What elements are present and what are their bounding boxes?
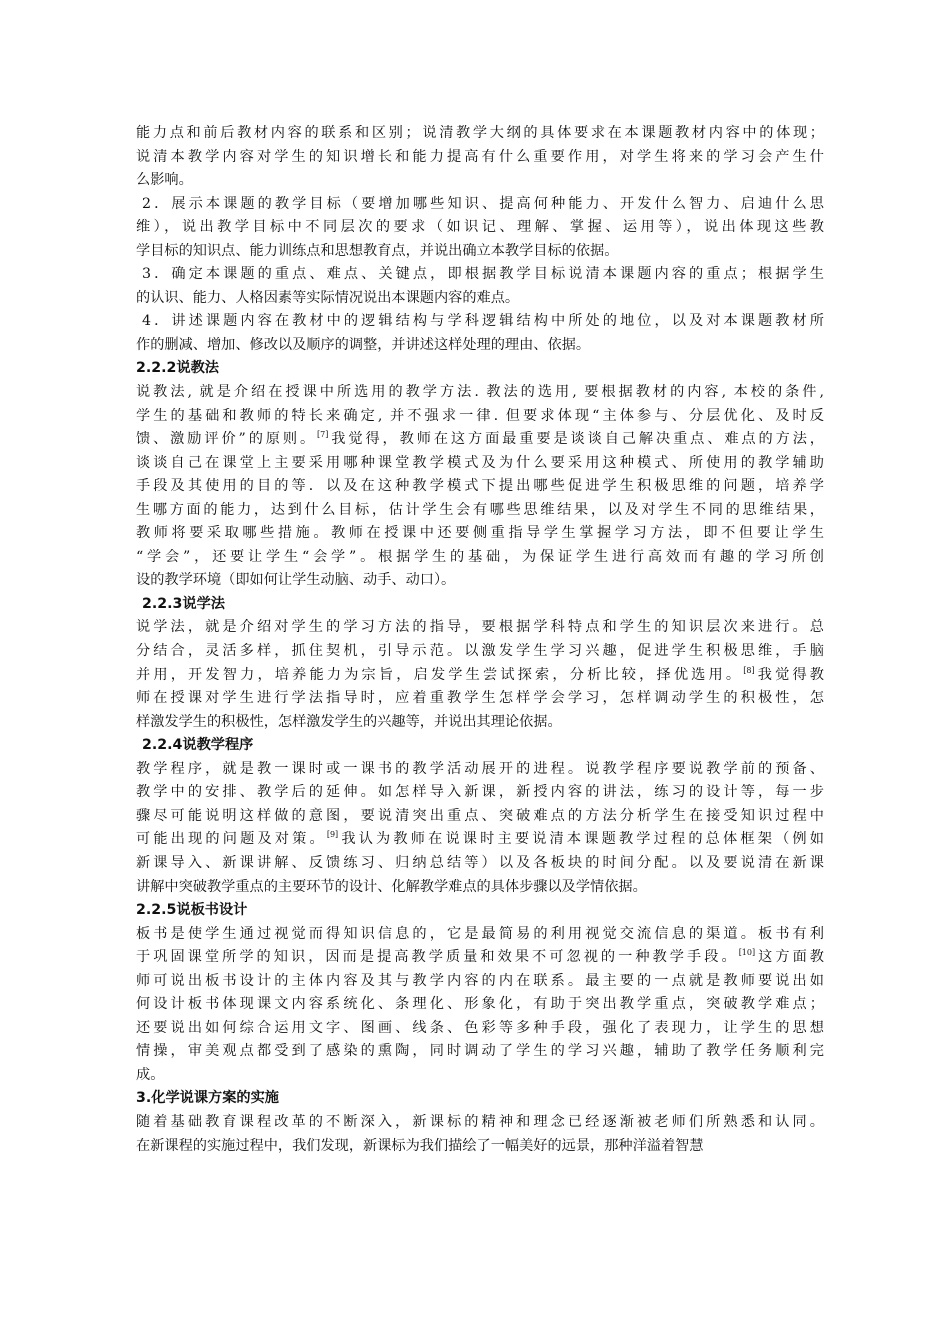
text-segment: 手段及其使用的目的等．以及在这种教学模式下提出哪些促进学生积极思维的问题，培养学 <box>136 478 824 495</box>
text-segment: 讲解中突破教学重点的主要环节的设计、化解教学难点的具体步骤以及学情依据。 <box>136 878 647 895</box>
text-segment: 生哪方面的能力，达到什么目标，估计学生会有哪些思维结果，以及对学生不同的思维结果， <box>136 501 824 518</box>
text-segment: 分结合，灵活多样，抓住契机，引导示范。以激发学生学习兴趣，促进学生积极思维，手脑 <box>136 643 824 660</box>
text-segment: 新课导入、新课讲解、反馈练习、归纳总结等）以及各板块的时间分配。以及要说清在新课 <box>136 854 824 871</box>
text-line <box>136 569 824 593</box>
text-segment: 在新课程的实施过程中，我们发现，新课标为我们描绘了一幅美好的远景，那种洋溢着智慧 <box>136 1137 704 1154</box>
text-line <box>136 475 824 499</box>
text-segment: 成。 <box>136 1066 165 1083</box>
text-line <box>136 946 824 970</box>
text-line <box>136 711 824 735</box>
text-line <box>136 499 824 523</box>
text-line: 说清本教学内容对学生的知识增长和能力提高有什么重要作用，对学生将来的学习会产生什 <box>136 148 824 165</box>
text-line <box>136 1040 824 1064</box>
text-line: 3．确定本课题的重点、难点、关键点，即根据教学目标说清本课题内容的重点；根据学生 <box>142 266 824 283</box>
text-line: 么影响。 <box>136 172 193 189</box>
paragraph <box>136 758 824 899</box>
text-line <box>136 758 824 782</box>
text-segment: 谈谈自己在课堂上主要采用哪种课堂教学模式及为什么要采用这种模式、所使用的教学辅助 <box>136 454 824 471</box>
text-line <box>136 616 824 640</box>
text-line <box>136 876 824 900</box>
paragraph <box>136 263 824 310</box>
text-segment: 教师将要采取哪些措施。教师在授课中还要侧重指导学生掌握学习方法，即不但要让学生 <box>136 525 824 542</box>
text-line <box>136 664 824 688</box>
text-line: 作的删减、增加、修改以及顺序的调整，并讲述这样处理的理由、依据。 <box>136 336 591 353</box>
text-line <box>136 428 824 452</box>
text-segment: 学生的基础和教师的特长来确定, 并不强求一律. 但要求体现“主体参与、分层优化、及时反 <box>136 407 824 424</box>
paragraph <box>136 1111 824 1158</box>
text-line <box>136 923 824 947</box>
text-line: 能力点和前后教材内容的联系和区别；说清教学大纲的具体要求在本课题教材内容中的体现； <box>136 125 824 141</box>
document-page <box>136 122 824 1158</box>
citation-marker: [9] <box>326 830 339 840</box>
text-segment: 师在授课对学生进行学法指导时，应着重教学生怎样学会学习，怎样调动学生的积极性，怎 <box>136 690 824 707</box>
citation-marker: [10] <box>738 948 756 958</box>
text-line <box>136 1017 824 1041</box>
section-heading: 2.2.2说教法 <box>136 360 219 377</box>
text-segment: 我觉得，教师在这方面最重要是谈谈自己解决重点、难点的方法， <box>328 431 824 448</box>
text-segment: 何设计板书体现课文内容系统化、条理化、形象化，有助于突出教学重点，突破教学难点； <box>136 996 824 1013</box>
section-heading: 2.2.4说教学程序 <box>142 737 254 754</box>
text-segment: 我觉得教 <box>754 666 824 683</box>
text-line: 4．讲述课题内容在教材中的逻辑结构与学科逻辑结构中所处的地位，以及对本课题教材所 <box>142 313 824 330</box>
text-line <box>136 405 824 429</box>
text-segment: 我认为教师在说课时主要说清本课题教学过程的总体框架（例如 <box>338 831 824 848</box>
paragraph <box>136 193 824 264</box>
text-line <box>136 1064 824 1088</box>
paragraph <box>136 923 824 1088</box>
text-segment: 并用，开发智力，培养能力为宗旨，启发学生尝试探索，分析比较，择优选用。 <box>136 666 744 683</box>
text-segment: 馈、激励评价”的原则。 <box>136 431 318 448</box>
section-heading: 2.2.5说板书设计 <box>136 902 248 919</box>
text-line <box>136 970 824 994</box>
paragraph <box>136 616 824 734</box>
text-segment: 说学法，就是介绍对学生的学习方法的指导，要根据学科特点和学生的知识层次来进行。总 <box>136 619 824 636</box>
text-line <box>136 452 824 476</box>
text-segment: 情操，审美观点都受到了感染的熏陶，同时调动了学生的学习兴趣，辅助了教学任务顺利完 <box>136 1043 824 1060</box>
text-line: 2．展示本课题的教学目标（要增加哪些知识、提高何种能力、开发什么智力、启迪什么思 <box>142 195 824 212</box>
text-segment: “学会”，还要让学生“会学”。根据学生的基础，为保证学生进行高效而有趣的学习所创 <box>136 548 824 565</box>
text-line <box>136 687 824 711</box>
citation-marker: [7] <box>317 430 329 440</box>
text-line: 的认识、能力、人格因素等实际情况说出本课题内容的难点。 <box>136 289 520 306</box>
section-heading: 3.化学说课方案的实施 <box>136 1090 279 1107</box>
text-segment: 说教法, 就是介绍在授课中所选用的教学方法. 教法的选用, 要根据教材的内容, 本校的条件, <box>136 384 824 401</box>
text-line <box>136 993 824 1017</box>
text-segment: 师可说出板书设计的主体内容及其与教学内容的内在联系。最主要的一点就是教师要说出如 <box>136 972 824 989</box>
text-segment: 这方面教 <box>755 949 824 966</box>
text-line <box>136 781 824 805</box>
text-line <box>136 522 824 546</box>
text-line <box>136 852 824 876</box>
text-segment: 可能出现的问题及对策。 <box>136 831 327 848</box>
paragraph <box>136 122 824 193</box>
text-line <box>136 828 824 852</box>
text-segment: 于巩固课堂所学的知识，因而是提高教学质量和效果不可忽视的一种教学手段。 <box>136 949 739 966</box>
text-line <box>136 805 824 829</box>
section-heading: 2.2.3说学法 <box>142 595 225 612</box>
text-line <box>136 640 824 664</box>
text-segment: 教学中的安排、教学后的延伸。如怎样导入新课，新授内容的讲法，练习的设计等，每一步 <box>136 784 824 801</box>
text-segment: 随着基础教育课程改革的不断深入，新课标的精神和理念已经逐渐被老师们所熟悉和认同。 <box>136 1113 824 1130</box>
text-segment: 还要说出如何综合运用文字、图画、线条、色彩等多种手段，强化了表现力，让学生的思想 <box>136 1019 824 1036</box>
text-line <box>136 1135 824 1159</box>
text-segment: 设的教学环境（即如何让学生动脑、动手、动口）。 <box>136 572 456 589</box>
text-segment: 板书是使学生通过视觉而得知识信息的，它是最简易的利用视觉交流信息的渠道。板书有利 <box>136 925 824 942</box>
paragraph <box>136 381 824 593</box>
text-line <box>136 1111 824 1135</box>
text-segment: 样激发学生的积极性，怎样激发学生的兴趣等，并说出其理论依据。 <box>136 713 562 730</box>
text-segment: 骤尽可能说明这样做的意图，要说清突出重点、突破难点的方法分析学生在接受知识过程中 <box>136 807 824 824</box>
text-line: 维），说出教学目标中不同层次的要求（如识记、理解、掌握、运用等），说出体现这些教 <box>136 219 824 236</box>
citation-marker: [8] <box>743 665 755 675</box>
text-segment: 教学程序，就是教一课时或一课书的教学活动展开的进程。说教学程序要说教学前的预备、 <box>136 760 824 777</box>
text-line <box>136 381 824 405</box>
paragraph <box>136 310 824 357</box>
text-line <box>136 546 824 570</box>
text-line: 学目标的知识点、能力训练点和思想教育点，并说出确立本教学目标的依据。 <box>136 242 619 259</box>
